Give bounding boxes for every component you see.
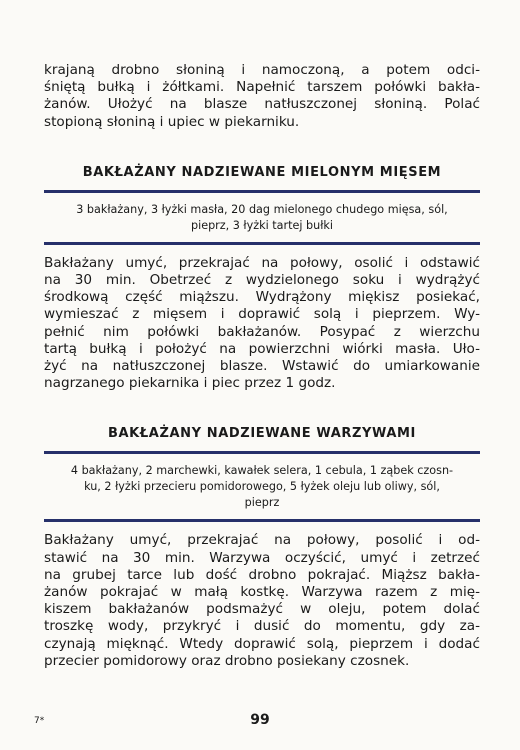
recipe-title: BAKŁAŻANY NADZIEWANE MIELONYM MIĘSEM xyxy=(82,164,442,180)
recipe-instructions xyxy=(44,255,480,393)
ingredients-line: ku, 2 łyżki przecieru pomidorowego, 5 łyżek oleju lub oliwy, sól, xyxy=(84,480,440,494)
text-line: troszkę wody, przykryć i dusić do momentu, gdy za- xyxy=(44,618,480,635)
text-line: krajaną drobno słoniną i namoczoną, a potem odci- xyxy=(44,62,480,78)
text-line: żanów pokrajać w małą kostkę. Warzywa razem z mię- xyxy=(44,584,480,601)
text-line: przecier pomidorowy oraz drobno posiekany czosnek. xyxy=(44,652,410,669)
text-line: tartą bułką i położyć na powierzchni wiórki masła. Uło- xyxy=(44,340,480,357)
page-number: 99 xyxy=(250,712,270,728)
text-line: czynają mięknąć. Wtedy doprawić solą, pieprzem i dodać xyxy=(44,635,480,652)
ingredients-list xyxy=(44,463,480,511)
ingredients-line: 3 bakłażany, 3 łyżki masła, 20 dag mielonego chudego mięsa, sól, xyxy=(76,202,448,216)
recipe-instructions xyxy=(44,532,480,670)
ingredients-line: pieprz, 3 łyżki tartej bułki xyxy=(190,218,333,232)
text-line: wymieszać z mięsem i doprawić solą i pieprzem. Wy- xyxy=(44,306,480,323)
divider-rule xyxy=(44,519,480,522)
text-line: Bakłażany umyć, przekrajać na połowy, osolić i odstawić xyxy=(44,254,480,271)
divider-rule xyxy=(44,242,480,245)
ingredients-line: pieprz xyxy=(244,496,280,510)
text-line: stawić na 30 min. Warzywa oczyścić, umyć i zetrzeć xyxy=(44,549,480,566)
text-line: na grubej tarce lub dość drobno pokrajać. Miąższ bakła- xyxy=(44,566,480,583)
signature-mark: 7* xyxy=(34,716,45,726)
text-line: Bakłażany umyć, przekrajać na połowy, posolić i od- xyxy=(44,532,480,549)
ingredients-line: 4 bakłażany, 2 marchewki, kawałek selera, 1 cebula, 1 ząbek czosn- xyxy=(70,464,454,478)
text-line: środkową część miąższu. Wydrążony miękisz posiekać, xyxy=(44,289,480,306)
page-content xyxy=(44,62,480,670)
ingredients-list xyxy=(44,202,480,234)
divider-rule xyxy=(44,190,480,193)
text-line: na 30 min. Obetrzeć z wydzielonego soku i wydrążyć xyxy=(44,272,480,289)
text-line: stopioną słoniną i upiec w piekarniku. xyxy=(44,113,300,130)
text-line: żanów. Ułożyć na blasze natłuszczonej słoniną. Polać xyxy=(44,96,480,113)
text-line: nagrzanego piekarnika i piec przez 1 godz. xyxy=(44,375,336,392)
text-line: kiszem bakłażanów podsmażyć w oleju, potem dolać xyxy=(44,601,480,618)
text-line: śniętą bułką i żółtkami. Napełnić tarszem połówki bakła- xyxy=(44,79,480,96)
intro-paragraph xyxy=(44,62,480,131)
text-line: pełnić nim połówki bakłażanów. Posypać z wierzchu xyxy=(44,323,480,340)
recipe-title: BAKŁAŻANY NADZIEWANE WARZYWAMI xyxy=(108,426,416,442)
text-line: żyć na natłuszczonej blasze. Wstawić do umiarkowanie xyxy=(44,358,480,375)
divider-rule xyxy=(44,451,480,454)
